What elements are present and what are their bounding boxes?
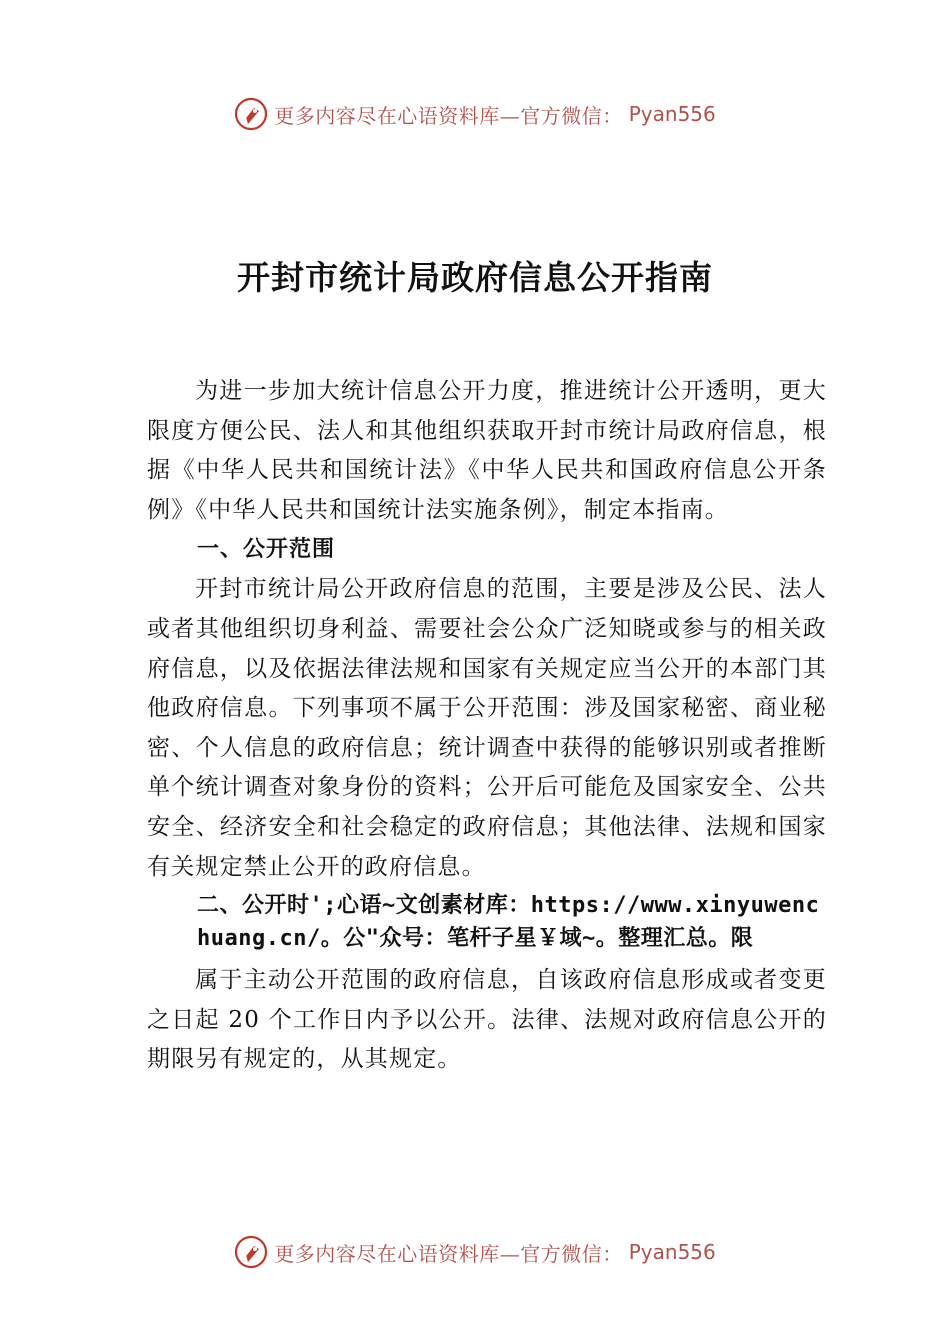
pen-nib-logo-icon bbox=[234, 1235, 268, 1269]
section-1-paragraph: 开封市统计局公开政府信息的范围，主要是涉及公民、法人或者其他组织切身利益、需要社会公众广泛知晓或参与的相关政府信息，以及依据法律法规和国家有关规定应当公开的本部门其他政府信息。下列事项不属于公开范围：涉及国家秘密、商业秘密、个人信息的政府信息；统计调查中获得的能够识别或者推断单个统计调查对象身份的资料；公开后可能危及国家安全、公共安全、经济安全和社会稳定的政府信息；其他法律、法规和国家有关规定禁止公开的政府信息。 bbox=[147, 576, 827, 880]
document-title: 开封市统计局政府信息公开指南 bbox=[237, 258, 713, 297]
banner-text: 更多内容尽在心语资料库—官方微信： bbox=[274, 1241, 623, 1266]
document-body bbox=[147, 372, 827, 1080]
section-1-heading: 一、公开范围 bbox=[197, 537, 336, 563]
section-2-paragraph: 属于主动公开范围的政府信息，自该政府信息形成或者变更之日起 20 个工作日内予以公开。法律、法规对政府信息公开的期限另有规定的，从其规定。 bbox=[147, 967, 827, 1073]
wechat-id: Pyan556 bbox=[628, 102, 716, 126]
header-banner bbox=[0, 94, 950, 134]
intro-paragraph: 为进一步加大统计信息公开力度，推进统计公开透明，更大限度方便公民、法人和其他组织获取开封市统计局政府信息，根据《中华人民共和国统计法》《中华人民共和国政府信息公开条例》《中华人民共和国统计法实施条例》，制定本指南。 bbox=[147, 378, 827, 523]
banner-text: 更多内容尽在心语资料库—官方微信： bbox=[274, 103, 623, 128]
wechat-id: Pyan556 bbox=[628, 1240, 716, 1264]
footer-banner bbox=[0, 1232, 950, 1272]
section-2-heading: 二、公开时';心语~文创素材库：https://www.xinyuwenchuang.cn/。公"众号：笔杆子星￥域~。整理汇总。限 bbox=[197, 893, 820, 952]
pen-nib-logo-icon bbox=[234, 97, 268, 131]
